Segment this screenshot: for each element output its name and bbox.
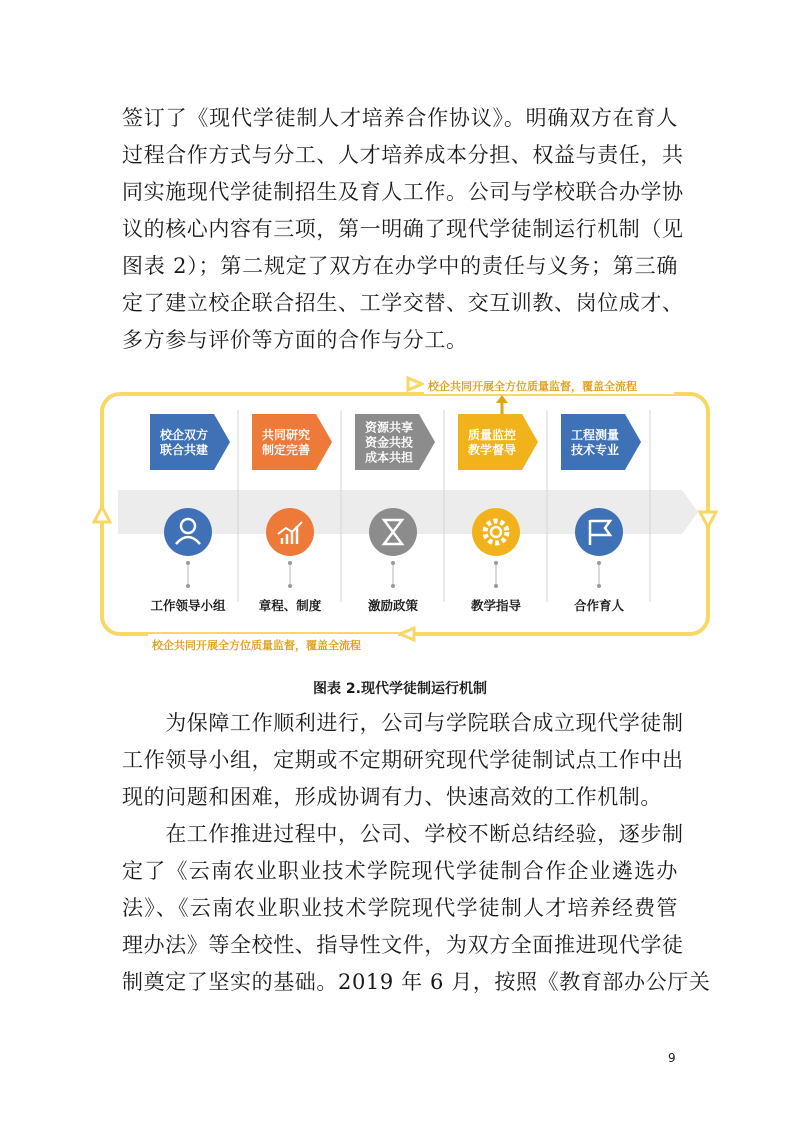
loop-arrow-down-icon (700, 512, 716, 527)
step-label: 教学督导 (467, 443, 517, 457)
gear-icon (472, 508, 520, 556)
step-label: 共同研究 (261, 428, 311, 442)
text-line: 为保障工作顺利进行，公司与学院联合成立现代学徒制 (122, 711, 684, 735)
text-line: 多方参与评价等方面的合作与分工。 (122, 328, 468, 352)
text-line: 过程合作方式与分工、人才培养成本分担、权益与责任，共 (122, 143, 684, 167)
growth-chart-icon (266, 508, 314, 556)
step-label: 联合共建 (159, 443, 209, 457)
step-label: 资金共投 (364, 435, 414, 450)
text-line: 签订了《现代学徒制人才培养合作协议》。明确双方在育人 (122, 106, 678, 130)
step-label: 校企双方 (159, 428, 209, 442)
text-line: 制奠定了坚实的基础。2019 年 6 月，按照《教育部办公厅关 (122, 970, 711, 994)
text-line: 现的问题和困难，形成协调有力、快速高效的工作机制。 (122, 785, 662, 809)
loop-arrow-right-icon (408, 378, 422, 390)
bottom-banner: 校企共同开展全方位质量监督，覆盖全流程 (152, 639, 361, 652)
step-outcome: 章程、制度 (258, 598, 322, 613)
step-chevron (252, 414, 332, 470)
paragraph-body (122, 705, 711, 1001)
step-chevron (458, 414, 538, 470)
step-chevron (150, 414, 230, 470)
page-number: 9 (668, 1051, 676, 1065)
text-line: 工作领导小组，定期或不定期研究现代学徒制试点工作中出 (122, 748, 684, 772)
text-line: 法》、《云南农业职业技术学院现代学徒制人才培养经费管 (122, 896, 678, 920)
step-label: 工程测量 (570, 428, 620, 442)
step-outcome: 激励政策 (367, 598, 419, 613)
flag-icon (575, 508, 623, 556)
text-line: 定了《云南农业职业技术学院现代学徒制合作企业遴选办 (122, 859, 678, 883)
text-line: 在工作推进过程中，公司、学校不断总结经验，逐步制 (122, 822, 684, 846)
figure-caption: 图表 2.现代学徒制运行机制 (313, 681, 487, 697)
step-outcome: 教学指导 (470, 598, 522, 613)
step-outcome: 合作育人 (573, 598, 625, 613)
step-label: 成本共担 (364, 450, 414, 465)
text-line: 同实施现代学徒制招生及育人工作。公司与学校联合办学协 (122, 180, 684, 204)
loop-arrow-left-icon (400, 628, 414, 640)
paragraph-intro (122, 100, 684, 359)
step-outcome: 工作领导小组 (150, 598, 226, 613)
step-chevron (561, 414, 641, 470)
up-arrow-icon (496, 395, 508, 403)
step-label: 资源共享 (364, 420, 414, 435)
step-label: 技术专业 (570, 443, 620, 457)
loop-arrow-up-icon (94, 507, 110, 522)
step-label: 制定完善 (261, 443, 311, 457)
text-line: 定了建立校企联合招生、工学交替、交互训教、岗位成才、 (122, 291, 684, 315)
step-label: 质量监控 (467, 428, 517, 442)
apprenticeship-mechanism-diagram (88, 372, 718, 662)
text-line: 议的核心内容有三项，第一明确了现代学徒制运行机制（见 (122, 217, 684, 241)
text-line: 图表 2）；第二规定了双方在办学中的责任与义务；第三确 (122, 254, 678, 278)
text-line: 理办法》等全校性、指导性文件，为双方全面推进现代学徒 (122, 933, 684, 957)
top-banner: 校企共同开展全方位质量监督，覆盖全流程 (428, 380, 637, 393)
